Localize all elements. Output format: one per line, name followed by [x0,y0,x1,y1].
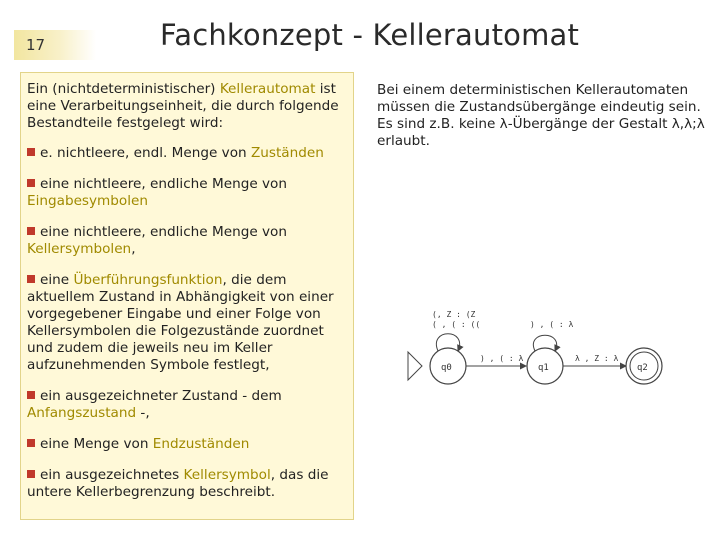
bullet-icon [27,439,35,447]
bullet-icon [27,275,35,283]
slide-title: Fachkonzept - Kellerautomat [160,18,580,52]
list-item: ein ausgezeichneter Zustand - dem Anfangszustand -, [27,388,282,421]
loop-q1-label: ) , ( : λ [530,320,574,329]
loop-q0-label-2: ( , ( : (( [432,320,481,329]
list-item: e. nichtleere, endl. Menge von Zuständen [27,145,347,162]
state-q2-label: q2 [637,363,648,373]
edge-q1-q2-label: λ , Z : λ [575,354,619,363]
bullet-icon [27,227,35,235]
bullet-icon [27,391,35,399]
automaton-diagram [400,300,700,400]
list-item: eine nichtleere, endliche Menge von Kellersymbolen, [27,224,287,257]
intro-paragraph: Ein (nichtdeterministischer) Kellerautomat ist eine Verarbeitungseinheit, die durch folgende Bestandteile festgelegt wird: [27,81,339,131]
bullet-icon [27,148,35,156]
edge-q0-q1-label: ) , ( : λ [480,354,524,363]
list-item: ein ausgezeichnetes Kellersymbol, das die untere Kellerbegrenzung beschreibt. [27,467,329,500]
bullet-icon [27,179,35,187]
start-arrow [408,352,422,380]
bullet-icon [27,470,35,478]
list-item: eine nichtleere, endliche Menge von Eingabesymbolen [27,176,287,209]
definition-box [20,72,354,520]
term-kellerautomat: Kellerautomat [219,81,316,97]
loop-q0-label-1: (, Z : (Z [432,310,476,319]
list-item: eine Überführungsfunktion, die dem aktuellem Zustand in Abhängigkeit von einer vorgegebener Eingabe und einer Folge von Kellersymbolen die Folgezustände zuordnet und zudem die jeweils neu im Keller aufzunehmenden Symbole festlegt, [27,272,334,373]
slide-number: 17 [14,30,96,60]
state-q0-label: q0 [441,363,452,373]
list-item: eine Menge von Endzuständen [27,436,347,453]
right-paragraph: Bei einem deterministischen Kellerautomaten müssen die Zustandsübergänge eindeutig sein. Es sind z.B. keine λ-Übergänge der Gestalt λ,λ;λ erlaubt. [377,82,705,149]
state-q1-label: q1 [538,363,549,373]
